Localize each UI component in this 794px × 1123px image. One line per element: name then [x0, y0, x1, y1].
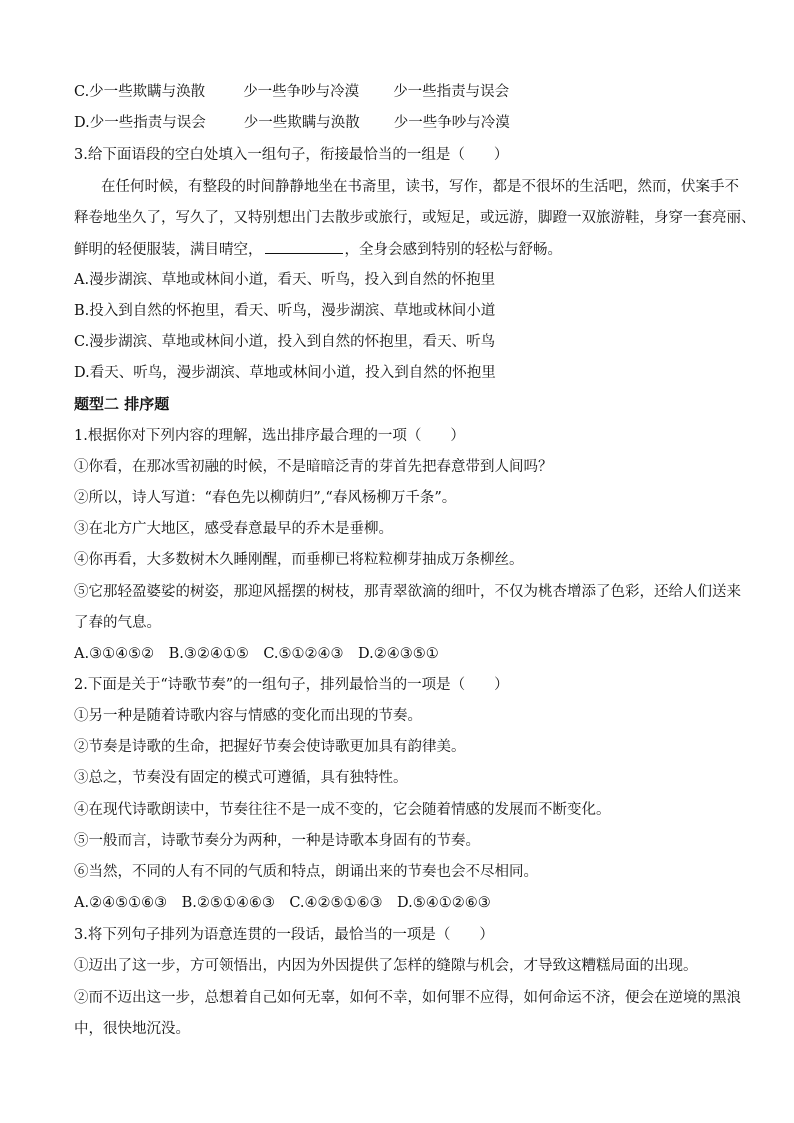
sort-q1-sentence-1: ①你看，在那冰雪初融的时候，不是暗暗泛青的芽首先把春意带到人间吗？ [74, 459, 553, 475]
answer-option-c: C.漫步湖滨、草地或林间小道，投入到自然的怀抱里，看天、听鸟 [74, 334, 496, 350]
passage-line-3-end: ，全身会感到特别的轻松与舒畅。 [344, 242, 562, 258]
sort-q2-sentence-3: ③总之，节奏没有固定的模式可遵循，具有独特性。 [74, 770, 408, 786]
sort-q3-sentence-2-cont: 中，很快地沉没。 [74, 1021, 190, 1037]
sort-q1-sentence-4: ④你再看，大多数树木久睡刚醒，而垂柳已将粒粒柳芽抽成万条柳丝。 [74, 552, 524, 568]
passage-line-3-start: 鲜明的轻便服装，满目晴空， [74, 242, 263, 258]
sort-question-3-stem: 3.将下列句子排列为语意连贯的一段话，最恰当的一项是（ ） [74, 927, 494, 943]
sort-q2-sentence-4: ④在现代诗歌朗读中，节奏往往不是一成不变的，它会随着情感的发展而不断变化。 [74, 802, 611, 818]
sort-q2-sentence-2: ②节奏是诗歌的生命，把握好节奏会使诗歌更加具有韵律美。 [74, 739, 466, 755]
sort-q1-sentence-3: ③在北方广大地区，感受春意最早的乔木是垂柳。 [74, 521, 393, 537]
option-d-part-1: D.少一些指责与误会 [74, 115, 206, 131]
option-c-part-1: C.少一些欺瞒与涣散 [74, 84, 206, 100]
sort-q2-sentence-6: ⑥当然，不同的人有不同的气质和特点，朗诵出来的节奏也会不尽相同。 [74, 864, 538, 880]
question-3-stem: 3.给下面语段的空白处填入一组句子，衔接最恰当的一组是（ ） [74, 147, 509, 163]
sort-q3-sentence-1: ①迈出了这一步，方可领悟出，内因为外因提供了怎样的缝隙与机会，才导致这糟糕局面的出现。 [74, 958, 698, 974]
sort-q2-options: A.②④⑤①⑥③ B.②⑤①④⑥③ C.④②⑤①⑥③ D.⑤④①②⑥③ [74, 895, 491, 911]
sort-q3-sentence-2: ②而不迈出这一步，总想着自己如何无辜，如何不幸，如何罪不应得，如何命运不济，便会在逆境的黑浪 [74, 990, 741, 1006]
sort-q1-sentence-5: ⑤它那轻盈婆娑的树姿，那迎风摇摆的树枝，那青翠欲滴的细叶，不仅为桃杏增添了色彩，还给人们送来 [74, 584, 741, 600]
option-line-d [74, 113, 734, 133]
option-d-part-3: 少一些争吵与冷漠 [393, 115, 510, 131]
answer-option-b: B.投入到自然的怀抱里，看天、听鸟，漫步湖滨、草地或林间小道 [74, 303, 496, 319]
sort-q1-sentence-2: ②所以，诗人写道：“春色先以柳荫归”,“春风杨柳万千条”。 [74, 490, 457, 506]
sort-q2-sentence-1: ①另一种是随着诗歌内容与情感的变化而出现的节奏。 [74, 708, 422, 724]
option-d-part-2: 少一些欺瞒与涣散 [243, 115, 360, 131]
section-heading: 题型二 排序题 [74, 395, 170, 413]
passage-line-3 [74, 239, 734, 260]
answer-option-a: A.漫步湖滨、草地或林间小道，看天、听鸟，投入到自然的怀抱里 [74, 272, 496, 288]
passage-line-2: 释卷地坐久了，写久了，又特别想出门去散步或旅行，或短足，或远游，脚蹬一双旅游鞋，身穿一套亮丽、 [74, 210, 756, 226]
passage-line-1: 在任何时候，有整段的时间静静地坐在书斋里，读书，写作，都是不很坏的生活吧，然而，伏案手不 [101, 179, 739, 195]
sort-q1-options: A.③①④⑤② B.③②④①⑤ C.⑤①②④③ D.②④③⑤① [74, 646, 439, 662]
option-c-part-2: 少一些争吵与冷漠 [243, 84, 360, 100]
sort-question-1-stem: 1.根据你对下列内容的理解，选出排序最合理的一项（ ） [74, 428, 465, 444]
option-line-c [74, 82, 734, 102]
sort-question-2-stem: 2.下面是关于“诗歌节奏”的一组句子，排列最恰当的一项是（ ） [74, 677, 509, 693]
fill-in-blank [265, 239, 343, 254]
sort-q2-sentence-5: ⑤一般而言，诗歌节奏分为两种，一种是诗歌本身固有的节奏。 [74, 833, 480, 849]
option-c-part-3: 少一些指责与误会 [393, 84, 510, 100]
answer-option-d: D.看天、听鸟，漫步湖滨、草地或林间小道，投入到自然的怀抱里 [74, 365, 496, 381]
sort-q1-sentence-5-cont: 了春的气息。 [74, 615, 161, 631]
